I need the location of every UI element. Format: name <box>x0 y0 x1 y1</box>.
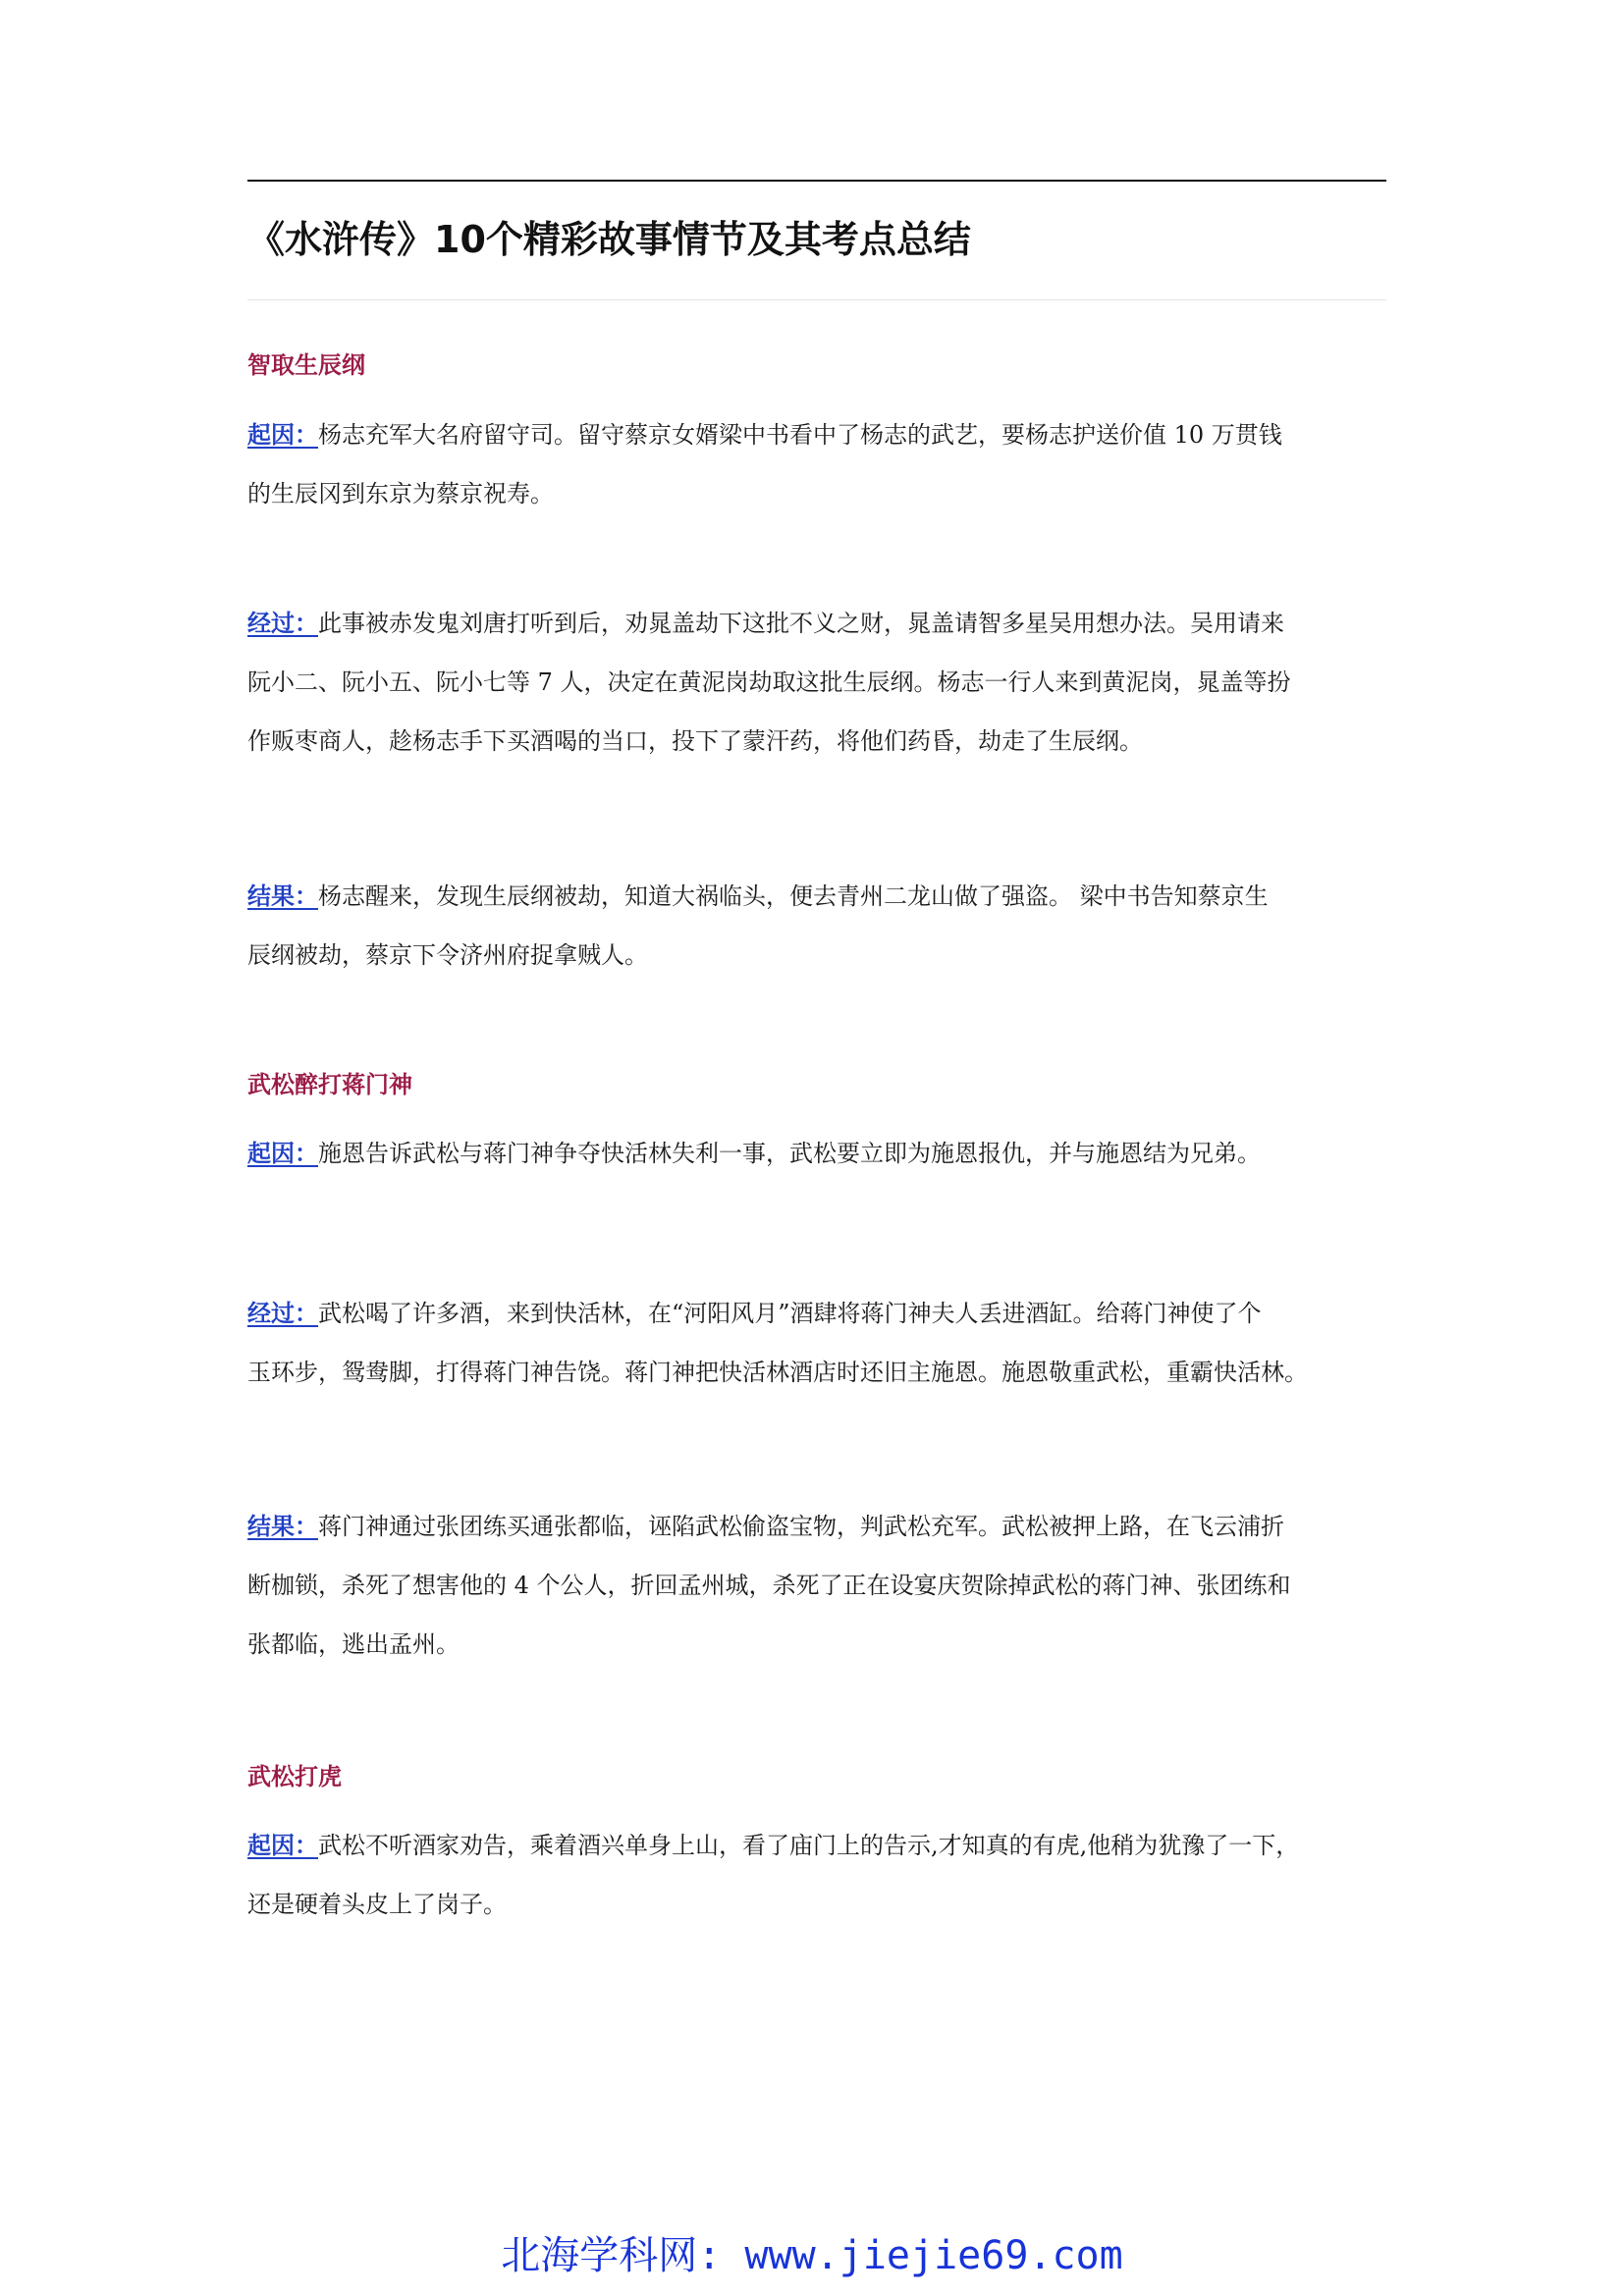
paragraph-result <box>247 867 1391 985</box>
paragraph-text: 武松喝了许多酒，来到快活林，在“河阳风月”酒肆将蒋门神夫人丢进酒缸。给蒋门神使了个 <box>318 1300 1262 1327</box>
result-label: 结果： <box>247 1513 318 1540</box>
paragraph-line: 的生辰冈到东京为蔡京祝寿。 <box>247 480 554 507</box>
paragraph-line <box>247 1284 1391 1343</box>
paragraph-result <box>247 1497 1391 1674</box>
paragraph-text: 杨志充军大名府留守司。留守蔡京女婿梁中书看中了杨志的武艺，要杨志护送价值 10 万贯钱 <box>318 421 1282 449</box>
paragraph-line: 作贩枣商人，趁杨志手下买酒喝的当口，投下了蒙汗药，将他们药昏，劫走了生辰纲。 <box>247 727 1143 755</box>
paragraph-line <box>247 594 1391 653</box>
title-divider <box>247 299 1386 300</box>
paragraph-cause <box>247 1816 1391 1934</box>
paragraph-line: 玉环步，鸳鸯脚，打得蒋门神告饶。蒋门神把快活林酒店时还旧主施恩。施恩敬重武松，重霸快活林。 <box>247 1359 1308 1386</box>
site-watermark: 北海学科网: www.jiejie69.com <box>501 2233 1123 2278</box>
paragraph-line: 还是硬着头皮上了岗子。 <box>247 1891 507 1918</box>
paragraph-line <box>247 405 1391 464</box>
process-label: 经过： <box>247 1300 318 1327</box>
paragraph-text: 武松不听酒家劝告，乘着酒兴单身上山，看了庙门上的告示,才知真的有虎,他稍为犹豫了一下， <box>318 1832 1300 1859</box>
paragraph-line <box>247 1816 1391 1875</box>
paragraph-text: 此事被赤发鬼刘唐打听到后，劝晁盖劫下这批不义之财，晁盖请智多星吴用想办法。吴用请来 <box>318 610 1284 637</box>
result-label: 结果： <box>247 882 318 910</box>
cause-label: 起因： <box>247 1140 318 1167</box>
paragraph-line: 张都临，逃出孟州。 <box>247 1630 460 1658</box>
paragraph-line <box>247 867 1391 926</box>
cause-label: 起因： <box>247 421 318 449</box>
paragraph-line: 阮小二、阮小五、阮小七等 7 人，决定在黄泥岗劫取这批生辰纲。杨志一行人来到黄泥岗，晁盖等扮 <box>247 668 1291 696</box>
paragraph-cause <box>247 405 1391 523</box>
paragraph-line: 辰纲被劫，蔡京下令济州府捉拿贼人。 <box>247 941 648 969</box>
document-title: 《水浒传》10个精彩故事情节及其考点总结 <box>247 218 971 261</box>
cause-label: 起因： <box>247 1832 318 1859</box>
paragraph-line <box>247 1497 1391 1556</box>
paragraph-line <box>247 1124 1391 1183</box>
header-rule <box>247 180 1386 182</box>
section-heading-zhiqu: 智取生辰纲 <box>247 351 365 379</box>
paragraph-text: 施恩告诉武松与蒋门神争夺快活林失利一事，武松要立即为施恩报仇，并与施恩结为兄弟。 <box>318 1140 1261 1167</box>
section-heading-wusong-jiangmenshen: 武松醉打蒋门神 <box>247 1071 412 1098</box>
paragraph-process <box>247 594 1391 771</box>
paragraph-process <box>247 1284 1391 1402</box>
paragraph-cause <box>247 1124 1391 1183</box>
paragraph-text: 杨志醒来，发现生辰纲被劫，知道大祸临头，便去青州二龙山做了强盗。 梁中书告知蔡京生 <box>318 882 1269 910</box>
section-heading-wusong-dahu: 武松打虎 <box>247 1763 342 1790</box>
paragraph-text: 蒋门神通过张团练买通张都临，诬陷武松偷盗宝物，判武松充军。武松被押上路，在飞云浦折 <box>318 1513 1284 1540</box>
paragraph-line: 断枷锁，杀死了想害他的 4 个公人，折回孟州城，杀死了正在设宴庆贺除掉武松的蒋门神、张团练和 <box>247 1572 1291 1599</box>
process-label: 经过： <box>247 610 318 637</box>
